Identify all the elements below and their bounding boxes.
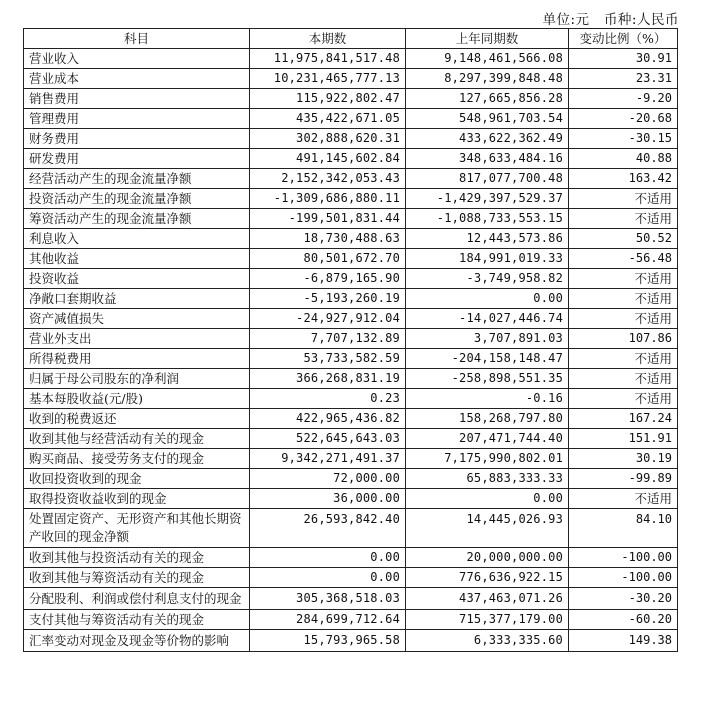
- row-change-ratio: 不适用: [569, 489, 678, 509]
- row-current-value: 15,793,965.58: [250, 630, 406, 652]
- table-row: [24, 409, 678, 429]
- table-row: [24, 249, 678, 269]
- row-current-value: 2,152,342,053.43: [250, 169, 406, 189]
- row-change-ratio: 151.91: [569, 429, 678, 449]
- row-current-value: 435,422,671.05: [250, 109, 406, 129]
- row-prior-value: 184,991,019.33: [406, 249, 569, 269]
- row-prior-value: 776,636,922.15: [406, 568, 569, 588]
- column-header-item: 科目: [24, 29, 250, 49]
- row-item-label: 收到的税费返还: [24, 409, 250, 429]
- row-prior-value: 0.00: [406, 289, 569, 309]
- table-row: [24, 309, 678, 329]
- row-prior-value: 65,883,333.33: [406, 469, 569, 489]
- row-prior-value: 14,445,026.93: [406, 509, 569, 548]
- row-change-ratio: 40.88: [569, 149, 678, 169]
- row-current-value: 302,888,620.31: [250, 129, 406, 149]
- table-row: [24, 269, 678, 289]
- row-item-label: 汇率变动对现金及现金等价物的影响: [24, 630, 250, 652]
- row-change-ratio: 不适用: [569, 369, 678, 389]
- row-item-label: 归属于母公司股东的净利润: [24, 369, 250, 389]
- financial-comparison-table: [23, 28, 678, 652]
- row-current-value: 18,730,488.63: [250, 229, 406, 249]
- table-row: [24, 149, 678, 169]
- row-prior-value: 127,665,856.28: [406, 89, 569, 109]
- row-prior-value: -0.16: [406, 389, 569, 409]
- row-prior-value: -1,429,397,529.37: [406, 189, 569, 209]
- row-change-ratio: 23.31: [569, 69, 678, 89]
- row-prior-value: -3,749,958.82: [406, 269, 569, 289]
- row-change-ratio: 不适用: [569, 189, 678, 209]
- table-row: [24, 568, 678, 588]
- row-prior-value: 548,961,703.54: [406, 109, 569, 129]
- row-current-value: 9,342,271,491.37: [250, 449, 406, 469]
- row-current-value: 0.00: [250, 568, 406, 588]
- table-row: [24, 469, 678, 489]
- row-change-ratio: -99.89: [569, 469, 678, 489]
- column-header-change: 变动比例（%）: [569, 29, 678, 49]
- row-change-ratio: 不适用: [569, 349, 678, 369]
- row-current-value: 366,268,831.19: [250, 369, 406, 389]
- row-change-ratio: -60.20: [569, 610, 678, 630]
- column-header-prior: 上年同期数: [406, 29, 569, 49]
- currency-label: 币种:人民币: [603, 12, 679, 28]
- table-body: [24, 49, 678, 652]
- row-current-value: 0.00: [250, 548, 406, 568]
- row-change-ratio: -20.68: [569, 109, 678, 129]
- column-header-current: 本期数: [250, 29, 406, 49]
- row-item-label: 收到其他与筹资活动有关的现金: [24, 568, 250, 588]
- row-current-value: 53,733,582.59: [250, 349, 406, 369]
- row-prior-value: 433,622,362.49: [406, 129, 569, 149]
- row-change-ratio: 不适用: [569, 389, 678, 409]
- unit-label: 单位:元: [542, 12, 590, 28]
- row-item-label: 净敞口套期收益: [24, 289, 250, 309]
- row-change-ratio: -100.00: [569, 568, 678, 588]
- row-prior-value: -14,027,446.74: [406, 309, 569, 329]
- row-change-ratio: 107.86: [569, 329, 678, 349]
- row-current-value: 305,368,518.03: [250, 588, 406, 610]
- row-item-label: 取得投资收益收到的现金: [24, 489, 250, 509]
- table-row: [24, 109, 678, 129]
- row-item-label: 资产减值损失: [24, 309, 250, 329]
- row-item-label: 销售费用: [24, 89, 250, 109]
- row-prior-value: 0.00: [406, 489, 569, 509]
- row-prior-value: 348,633,484.16: [406, 149, 569, 169]
- row-current-value: 284,699,712.64: [250, 610, 406, 630]
- row-prior-value: -1,088,733,553.15: [406, 209, 569, 229]
- row-current-value: 80,501,672.70: [250, 249, 406, 269]
- table-row: [24, 129, 678, 149]
- row-current-value: 36,000.00: [250, 489, 406, 509]
- row-change-ratio: -100.00: [569, 548, 678, 568]
- row-current-value: 115,922,802.47: [250, 89, 406, 109]
- row-prior-value: 12,443,573.86: [406, 229, 569, 249]
- table-row: [24, 229, 678, 249]
- row-prior-value: 3,707,891.03: [406, 329, 569, 349]
- row-item-label: 购买商品、接受劳务支付的现金: [24, 449, 250, 469]
- row-prior-value: 8,297,399,848.48: [406, 69, 569, 89]
- row-item-label: 经营活动产生的现金流量净额: [24, 169, 250, 189]
- row-current-value: 26,593,842.40: [250, 509, 406, 548]
- row-change-ratio: -30.15: [569, 129, 678, 149]
- table-row: [24, 449, 678, 469]
- row-prior-value: 7,175,990,802.01: [406, 449, 569, 469]
- table-row: [24, 630, 678, 652]
- row-change-ratio: 163.42: [569, 169, 678, 189]
- row-change-ratio: 30.19: [569, 449, 678, 469]
- row-current-value: 10,231,465,777.13: [250, 69, 406, 89]
- row-current-value: -5,193,260.19: [250, 289, 406, 309]
- row-change-ratio: 50.52: [569, 229, 678, 249]
- unit-currency-line: [543, 8, 680, 28]
- table-row: [24, 548, 678, 568]
- row-item-label: 分配股利、利润或偿付利息支付的现金: [24, 588, 250, 610]
- row-item-label: 财务费用: [24, 129, 250, 149]
- row-prior-value: 20,000,000.00: [406, 548, 569, 568]
- row-change-ratio: 84.10: [569, 509, 678, 548]
- row-prior-value: 817,077,700.48: [406, 169, 569, 189]
- row-change-ratio: 167.24: [569, 409, 678, 429]
- row-current-value: 522,645,643.03: [250, 429, 406, 449]
- row-change-ratio: 不适用: [569, 309, 678, 329]
- row-current-value: -1,309,686,880.11: [250, 189, 406, 209]
- row-change-ratio: -56.48: [569, 249, 678, 269]
- table-row: [24, 588, 678, 610]
- table-row: [24, 89, 678, 109]
- row-current-value: -6,879,165.90: [250, 269, 406, 289]
- table-row: [24, 49, 678, 69]
- row-current-value: 0.23: [250, 389, 406, 409]
- row-current-value: 72,000.00: [250, 469, 406, 489]
- row-prior-value: 158,268,797.80: [406, 409, 569, 429]
- row-change-ratio: -30.20: [569, 588, 678, 610]
- table-row: [24, 349, 678, 369]
- row-change-ratio: 30.91: [569, 49, 678, 69]
- row-change-ratio: 不适用: [569, 289, 678, 309]
- table-row: [24, 489, 678, 509]
- row-item-label: 处置固定资产、无形资产和其他长期资产收回的现金净额: [24, 509, 250, 548]
- table-row: [24, 69, 678, 89]
- table-row: [24, 369, 678, 389]
- table-row: [24, 289, 678, 309]
- row-change-ratio: -9.20: [569, 89, 678, 109]
- row-item-label: 研发费用: [24, 149, 250, 169]
- row-prior-value: -258,898,551.35: [406, 369, 569, 389]
- row-item-label: 营业外支出: [24, 329, 250, 349]
- row-current-value: -24,927,912.04: [250, 309, 406, 329]
- row-prior-value: 9,148,461,566.08: [406, 49, 569, 69]
- row-item-label: 筹资活动产生的现金流量净额: [24, 209, 250, 229]
- row-item-label: 投资收益: [24, 269, 250, 289]
- row-item-label: 营业收入: [24, 49, 250, 69]
- row-item-label: 利息收入: [24, 229, 250, 249]
- row-item-label: 收到其他与投资活动有关的现金: [24, 548, 250, 568]
- row-prior-value: 437,463,071.26: [406, 588, 569, 610]
- row-item-label: 收到其他与经营活动有关的现金: [24, 429, 250, 449]
- row-prior-value: 207,471,744.40: [406, 429, 569, 449]
- row-current-value: -199,501,831.44: [250, 209, 406, 229]
- table-row: [24, 329, 678, 349]
- table-row: [24, 209, 678, 229]
- row-current-value: 422,965,436.82: [250, 409, 406, 429]
- row-item-label: 所得税费用: [24, 349, 250, 369]
- table-row: [24, 610, 678, 630]
- row-prior-value: 6,333,335.60: [406, 630, 569, 652]
- row-item-label: 管理费用: [24, 109, 250, 129]
- table-row: [24, 429, 678, 449]
- table-row: [24, 169, 678, 189]
- row-item-label: 基本每股收益(元/股): [24, 389, 250, 409]
- row-item-label: 营业成本: [24, 69, 250, 89]
- row-current-value: 11,975,841,517.48: [250, 49, 406, 69]
- row-prior-value: 715,377,179.00: [406, 610, 569, 630]
- row-change-ratio: 不适用: [569, 209, 678, 229]
- table-row: [24, 509, 678, 548]
- table-header-row: [24, 29, 678, 49]
- row-item-label: 投资活动产生的现金流量净额: [24, 189, 250, 209]
- row-current-value: 491,145,602.84: [250, 149, 406, 169]
- row-item-label: 其他收益: [24, 249, 250, 269]
- row-current-value: 7,707,132.89: [250, 329, 406, 349]
- table-row: [24, 189, 678, 209]
- row-item-label: 支付其他与筹资活动有关的现金: [24, 610, 250, 630]
- row-item-label: 收回投资收到的现金: [24, 469, 250, 489]
- row-change-ratio: 149.38: [569, 630, 678, 652]
- row-change-ratio: 不适用: [569, 269, 678, 289]
- row-prior-value: -204,158,148.47: [406, 349, 569, 369]
- table-row: [24, 389, 678, 409]
